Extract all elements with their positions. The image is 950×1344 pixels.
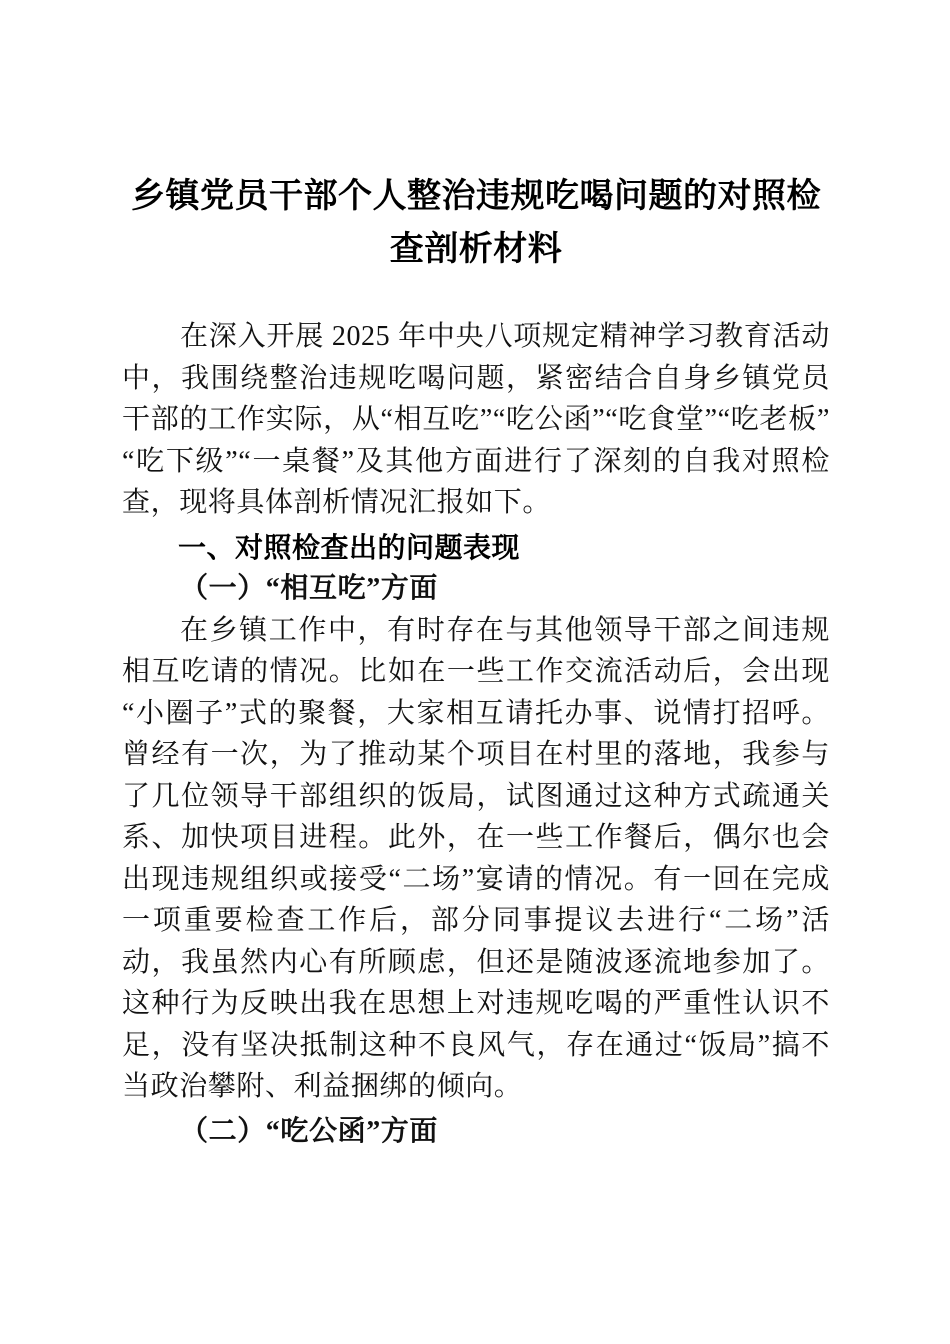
- document-content: [122, 0, 830, 1152]
- subheading-1-2: （二）“吃公函”方面: [180, 1115, 439, 1147]
- body-paragraph-1-1: 在乡镇工作中，有时存在与其他领导干部之间违规相互吃请的情况。比如在一些工作交流活动后，会出现“小圈子”式的聚餐，大家相互请托办事、说情打招呼。曾经有一次，为了推动某个项目在村里的落地，我参与了几位领导干部组织的饭局，试图通过这种方式疏通关系、加快项目进程。此外，在一些工作餐后，偶尔也会出现违规组织或接受“二场”宴请的情况。有一回在完成一项重要检查工作后，部分同事提议去进行“二场”活动，我虽然内心有所顾虑，但还是随波逐流地参加了。这种行为反映出我在思想上对违规吃喝的严重性认识不足，没有坚决抵制这种不良风气，存在通过“饭局”搞不当政治攀附、利益捆绑的倾向。: [122, 614, 830, 1102]
- section-heading-1: 一、对照检查出的问题表现: [178, 531, 521, 563]
- page-title: 乡镇党员干部个人整治违规吃喝问题的对照检查剖析材料: [131, 177, 821, 268]
- title-body-gap: [122, 276, 830, 316]
- intro-paragraph: 在深入开展 2025 年中央八项规定精神学习教育活动中，我围绕整治违规吃喝问题，紧密结合自身乡镇党员干部的工作实际，从“相互吃”“吃公函”“吃食堂”“吃老板”“吃下级”“一桌餐”及其他方面进行了深刻的自我对照检查，现将具体剖析情况汇报如下。: [122, 321, 830, 518]
- subheading-1-1: （一）“相互吃”方面: [180, 573, 439, 604]
